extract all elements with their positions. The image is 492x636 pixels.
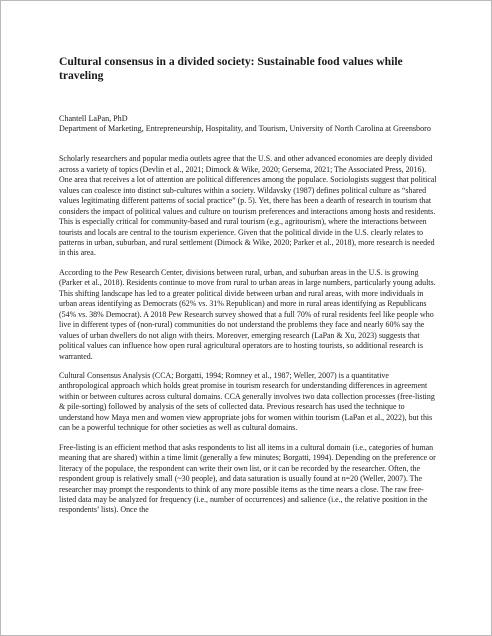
author-name: Chantell LaPan, PhD	[59, 114, 128, 123]
paragraph-4: Free-listing is an efficient method that asks respondents to list all items in a cultural domain (i.e., categories of human meaning that are shared) within a time limit (generally a few minutes; Borgatti, 1994). Depending on the preference or literacy of the populace, the respondent can write their own list, or it can be recorded by the researcher. Often, the respondent group is relatively small (~30 people), and data saturation is usually found at n=20 (Weller, 2007). The researcher may prompt the respondents to think of any more possible items as the time nears a close. The raw free-listed data may be analyzed for frequency (i.e., number of occurrences) and salience (i.e., the relative position in the respondents’ lists). Once the	[59, 442, 436, 515]
paragraph-1: Scholarly researchers and popular media outlets agree that the U.S. and other advanced economies are deeply divided across a variety of topics (Devlin et al., 2021; Dimock & Wike, 2020; Gersema, 2021; The Associated Press, 2016). One area that receives a lot of attention are political differences among the populace. Sociologists suggest that political values can coalesce into distinct sub-cultures within a society. Wildavsky (1987) defines political culture as “shared values legitimating different patterns of social practice” (p. 5). Yet, there has been a dearth of research in tourism that considers the impact of political values and culture on tourism preferences and interactions among hosts and residents. This is especially critical for community-based and rural tourism (e.g., agritourism), where the interactions between tourists and locals are central to the tourism experience. Given that the political divide in the U.S. clearly relates to patterns in urban, suburban, and rural settlement (Dimock & Wike, 2020; Parker et al., 2018), more research is needed in this area.	[59, 154, 437, 258]
author-affiliation: Department of Marketing, Entrepreneurship, Hospitality, and Tourism, University of North Carolina at Greensboro	[59, 124, 431, 134]
document-body	[59, 55, 439, 525]
paragraph-3: Cultural Consensus Analysis (CCA; Borgatti, 1994; Romney et al., 1987; Weller, 2007) is a quantitative anthropological approach which holds great promise in tourism research for understanding differences in agreement within or between cultures across cultural domains. CCA generally involves two data collection processes (free-listing & pile-sorting) followed by analysis of the sets of collected data. Previous research has used the technique to understand how Maya men and women view appropriate jobs for women within tourism (LaPan et al., 2022), but this can be a powerful technique for other societies as well as cultural domains.	[59, 371, 435, 433]
paragraph-2: According to the Pew Research Center, divisions between rural, urban, and suburban areas in the U.S. is growing (Parker et al., 2018). Residents continue to move from rural to urban areas in large numbers, particularly young adults. This shifting landscape has led to a greater political divide between urban and rural areas, with more individuals in urban areas identifying as Democrats (62% vs. 31% Republican) and more in rural areas identifying as Republicans (54% vs. 38% Democrat). A 2018 Pew Research survey showed that a full 70% of rural residents feel like people who live in different types of (non-rural) communities do not understand the problems they face and nearly 60% say the values of urban dwellers do not align with theirs. Moreover, emerging research (LaPan & Xu, 2023) suggests that political values can influence how open rural agricultural operators are to hosting tourists, so additional research is warranted.	[59, 267, 436, 361]
paper-title: Cultural consensus in a divided society: Sustainable food values while traveling	[59, 55, 403, 82]
